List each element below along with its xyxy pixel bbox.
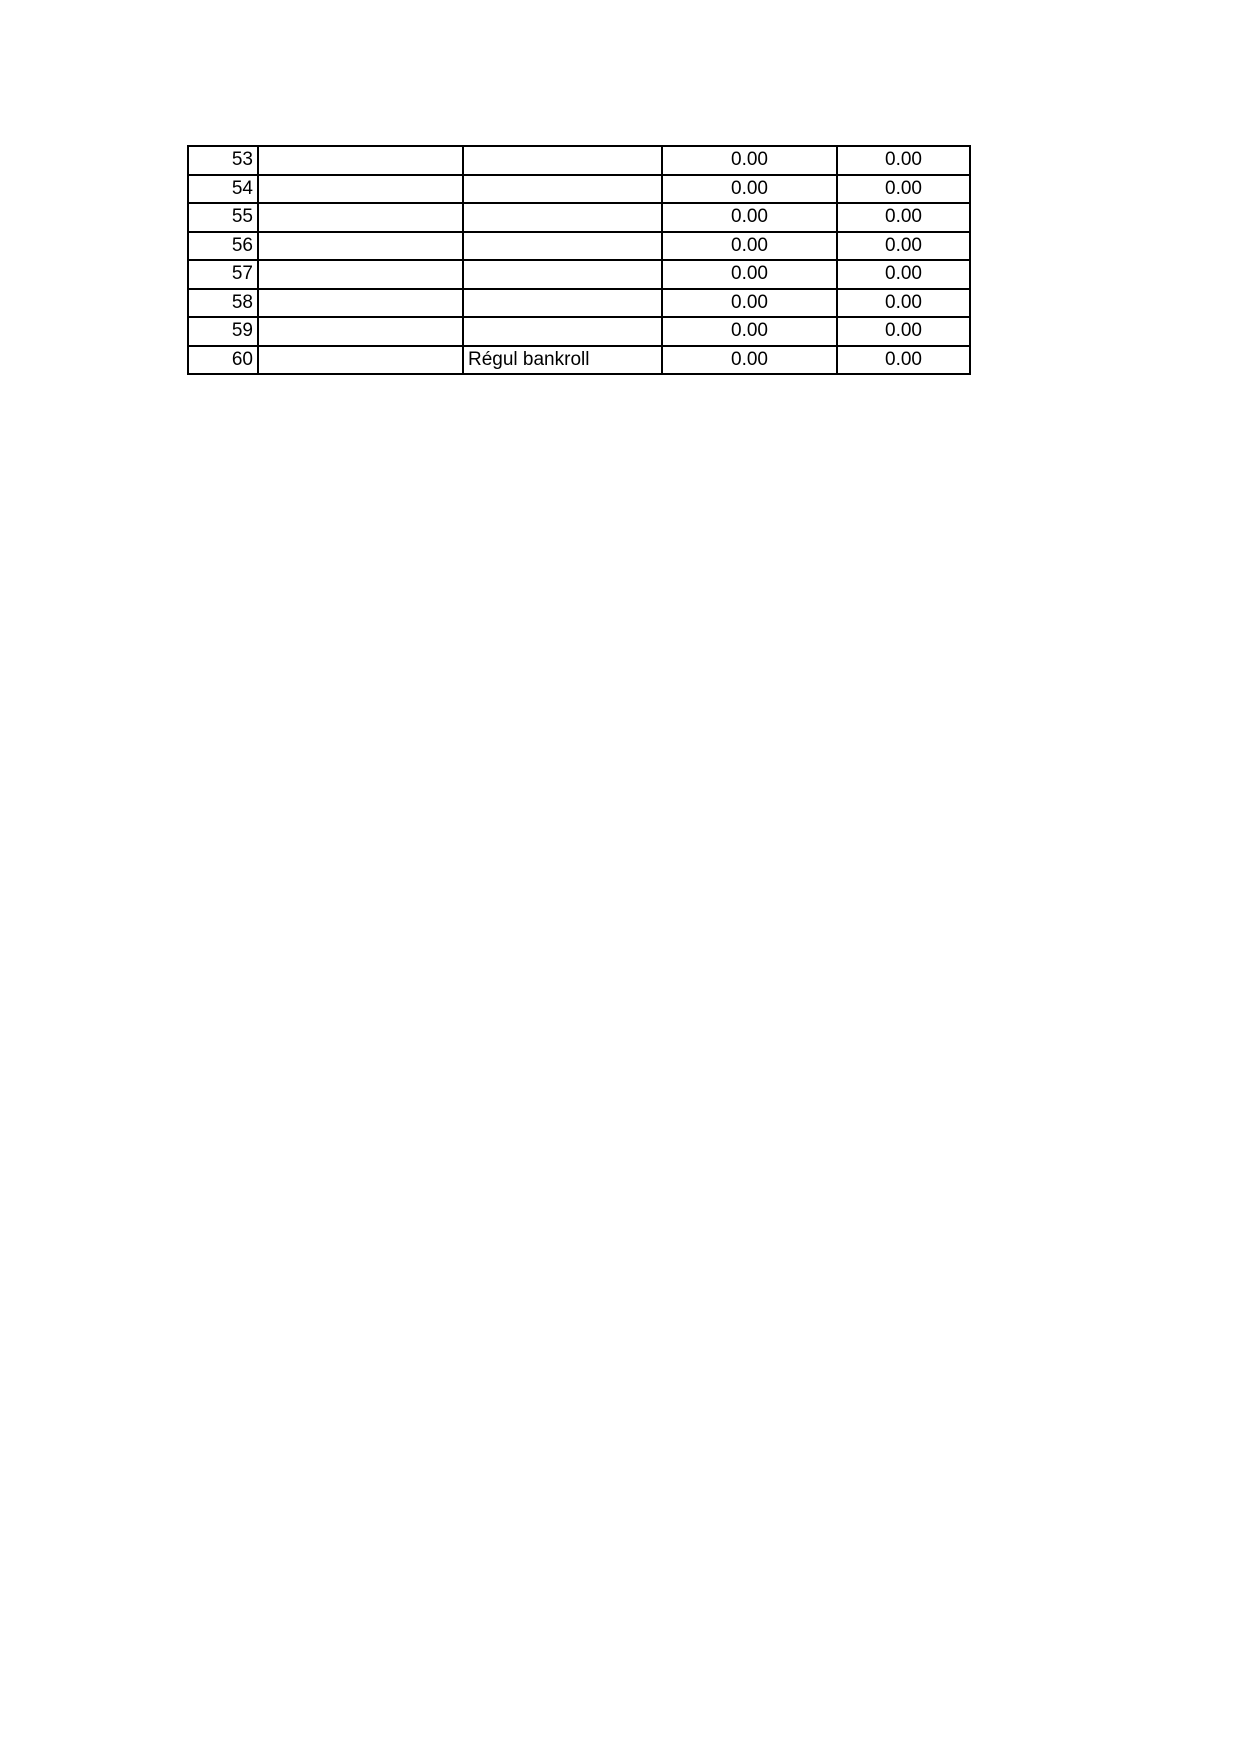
- value-cell: 0.00: [837, 175, 970, 204]
- label-cell: [463, 203, 662, 232]
- value-cell: 0.00: [837, 289, 970, 318]
- label-cell: [463, 146, 662, 175]
- value-cell: 0.00: [837, 317, 970, 346]
- table-row: [188, 146, 970, 175]
- label-cell: [463, 260, 662, 289]
- table-row: [188, 260, 970, 289]
- row-number-cell: 60: [188, 346, 258, 375]
- value-cell: 0.00: [662, 260, 837, 289]
- table-row: [188, 175, 970, 204]
- row-number-cell: 54: [188, 175, 258, 204]
- spreadsheet-table: [187, 145, 971, 375]
- empty-cell: [258, 146, 463, 175]
- label-cell: Régul bankroll: [463, 346, 662, 375]
- row-number-cell: 56: [188, 232, 258, 261]
- empty-cell: [258, 232, 463, 261]
- table-row: [188, 203, 970, 232]
- value-cell: 0.00: [662, 317, 837, 346]
- value-cell: 0.00: [837, 203, 970, 232]
- value-cell: 0.00: [662, 232, 837, 261]
- label-cell: [463, 175, 662, 204]
- value-cell: 0.00: [837, 232, 970, 261]
- row-number-cell: 55: [188, 203, 258, 232]
- value-cell: 0.00: [837, 260, 970, 289]
- label-cell: [463, 289, 662, 318]
- label-cell: [463, 232, 662, 261]
- value-cell: 0.00: [662, 346, 837, 375]
- empty-cell: [258, 203, 463, 232]
- value-cell: 0.00: [662, 203, 837, 232]
- table-row: [188, 232, 970, 261]
- value-cell: 0.00: [837, 346, 970, 375]
- row-number-cell: 58: [188, 289, 258, 318]
- label-cell: [463, 317, 662, 346]
- empty-cell: [258, 317, 463, 346]
- value-cell: 0.00: [837, 146, 970, 175]
- row-number-cell: 59: [188, 317, 258, 346]
- row-number-cell: 57: [188, 260, 258, 289]
- value-cell: 0.00: [662, 289, 837, 318]
- table-row: [188, 346, 970, 375]
- empty-cell: [258, 346, 463, 375]
- empty-cell: [258, 260, 463, 289]
- table-row: [188, 317, 970, 346]
- table-row: [188, 289, 970, 318]
- empty-cell: [258, 289, 463, 318]
- empty-cell: [258, 175, 463, 204]
- value-cell: 0.00: [662, 146, 837, 175]
- value-cell: 0.00: [662, 175, 837, 204]
- row-number-cell: 53: [188, 146, 258, 175]
